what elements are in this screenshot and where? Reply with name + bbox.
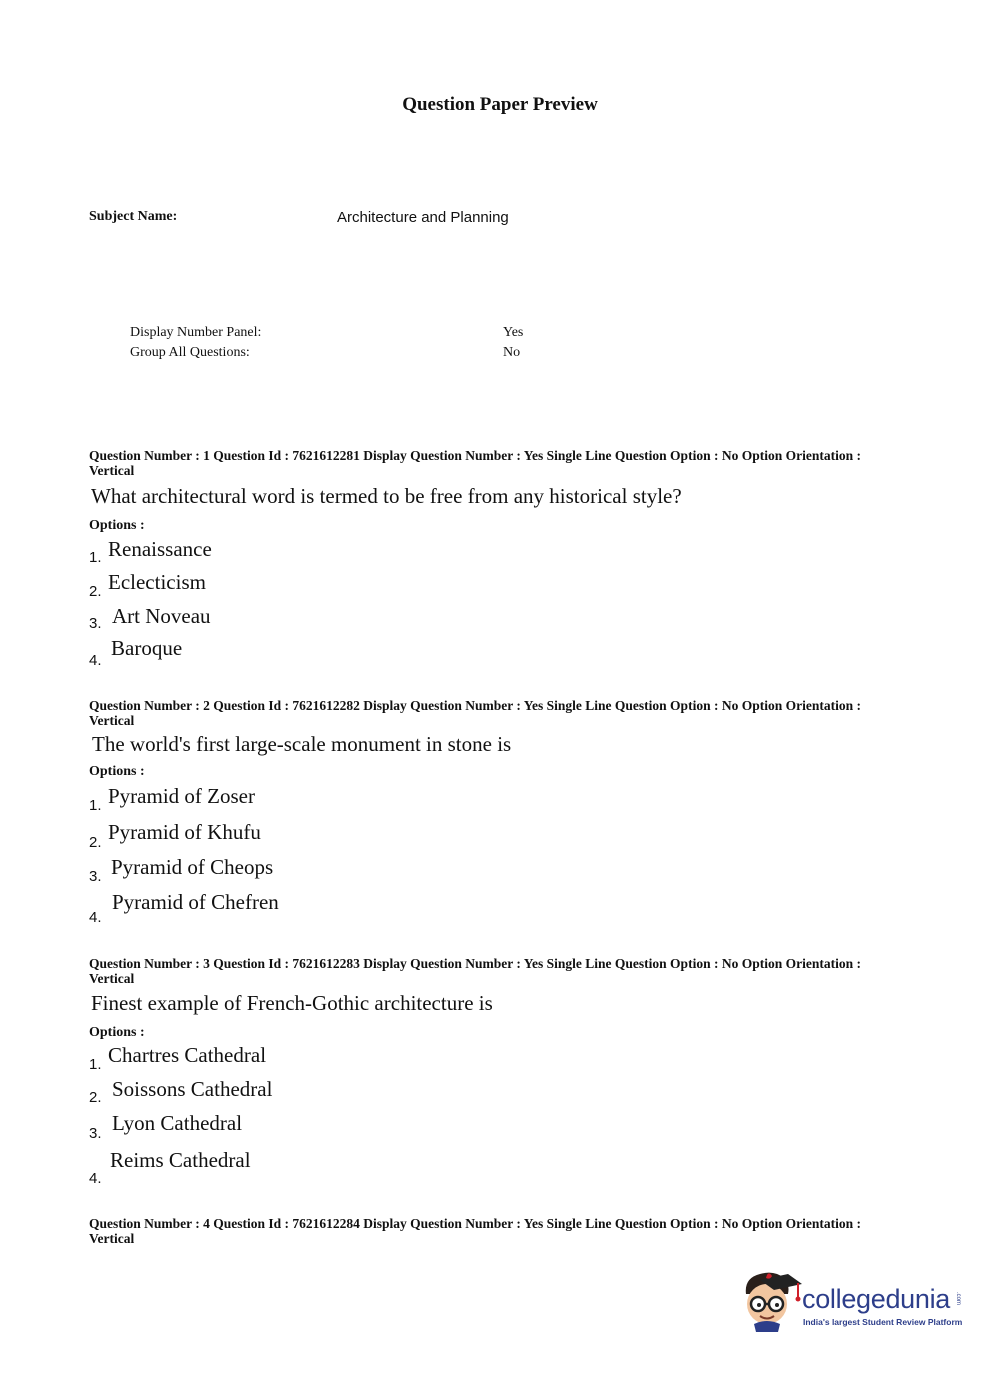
option-text: Renaissance <box>108 537 212 561</box>
question-2-options-label: Options : <box>89 764 145 779</box>
option-text: Pyramid of Chefren <box>112 890 279 914</box>
question-1-text: What architectural word is termed to be free from any historical style? <box>91 484 682 508</box>
display-panel-value: Yes <box>503 325 524 340</box>
option-number: 3. <box>89 615 102 632</box>
page-title: Question Paper Preview <box>402 94 598 115</box>
question-1-header: Question Number : 1 Question Id : 7621612281 Display Question Number : Yes Single Line Question Option : No Option Orientation : Vertical <box>89 448 861 478</box>
group-questions-label: Group All Questions: <box>130 345 250 360</box>
option-text: Pyramid of Khufu <box>108 820 261 844</box>
option-text: Reims Cathedral <box>110 1148 251 1172</box>
subject-label: Subject Name: <box>89 209 178 224</box>
option-text: Baroque <box>111 636 183 660</box>
question-2-header: Question Number : 2 Question Id : 7621612282 Display Question Number : Yes Single Line Question Option : No Option Orientation : Vertical <box>89 698 861 728</box>
student-mascot-icon <box>740 1268 804 1338</box>
option-number: 2. <box>89 1089 102 1106</box>
brand-name: collegedunia <box>802 1284 951 1314</box>
option-number: 1. <box>89 1056 102 1073</box>
option-number: 3. <box>89 868 102 885</box>
option-text: Pyramid of Zoser <box>108 784 255 808</box>
question-1-options-label: Options : <box>89 518 145 533</box>
question-3-options-label: Options : <box>89 1025 145 1040</box>
option-text: Eclecticism <box>108 570 206 594</box>
option-number: 1. <box>89 797 102 814</box>
option-number: 4. <box>89 652 102 669</box>
question-2-text: The world's first large-scale monument in stone is <box>92 732 512 756</box>
option-number: 3. <box>89 1125 102 1142</box>
question-4-header: Question Number : 4 Question Id : 7621612284 Display Question Number : Yes Single Line Question Option : No Option Orientation : Vertical <box>89 1216 861 1246</box>
question-3-text: Finest example of French-Gothic architecture is <box>91 991 493 1015</box>
group-questions-value: No <box>503 345 521 360</box>
display-panel-label: Display Number Panel: <box>130 325 262 340</box>
option-number: 2. <box>89 583 102 600</box>
option-text: Chartres Cathedral <box>108 1043 267 1067</box>
option-text: Lyon Cathedral <box>112 1111 243 1135</box>
option-number: 2. <box>89 834 102 851</box>
option-text: Soissons Cathedral <box>112 1077 273 1101</box>
option-number: 4. <box>89 1170 102 1187</box>
option-number: 4. <box>89 909 102 926</box>
brand-suffix: .com <box>955 1292 961 1306</box>
subject-value: Architecture and Planning <box>337 209 509 226</box>
question-3-header: Question Number : 3 Question Id : 7621612283 Display Question Number : Yes Single Line Question Option : No Option Orientation : Vertical <box>89 956 861 986</box>
brand-tagline: India's largest Student Review Platform <box>803 1317 963 1327</box>
option-text: Pyramid of Cheops <box>111 855 274 879</box>
option-number: 1. <box>89 549 102 566</box>
option-text: Art Noveau <box>112 604 211 628</box>
